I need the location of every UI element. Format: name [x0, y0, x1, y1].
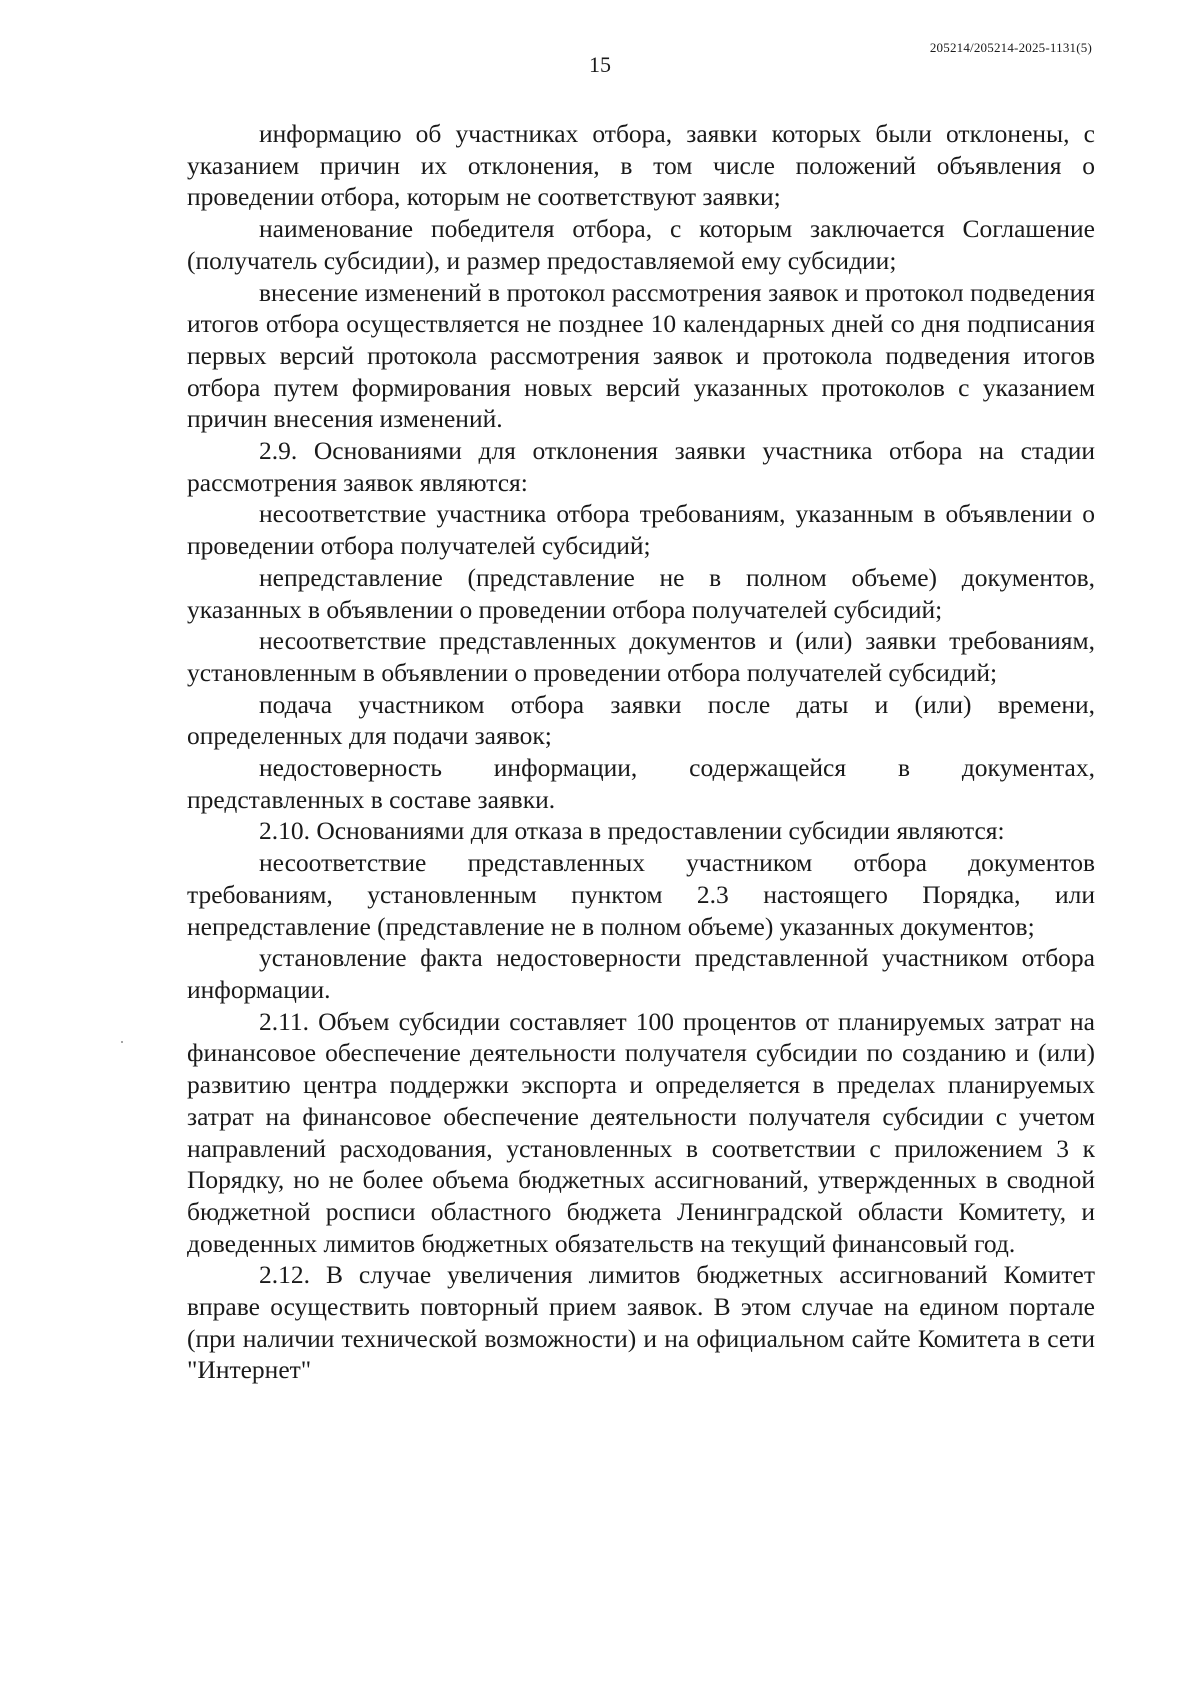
document-code: 205214/205214-2025-1131(5) [929, 40, 1092, 55]
paragraph-2-9-heading: 2.9. Основаниями для отклонения заявки участника отбора на стадии рассмотрения заявок являются: [187, 436, 1095, 497]
paragraph-2-10-item-1: несоответствие представленных участником отбора документов требованиям, установленным пунктом 2.3 настоящего Порядка, или непредставление (представление не в полном объеме) указанных документов; [187, 848, 1095, 941]
margin-mark [121, 1041, 123, 1043]
paragraph-2-10-item-2: установление факта недостоверности представленной участником отбора информации. [187, 943, 1095, 1004]
paragraph-protocol-changes: внесение изменений в протокол рассмотрения заявок и протокол подведения итогов отбора осуществляется не позднее 10 календарных дней со дня подписания первых версий протокола рассмотрения заявок и протокола подведения итогов отбора путем формирования новых версий указанных протоколов с указанием причин внесения изменений. [187, 277, 1095, 434]
paragraph-2-10-heading: 2.10. Основаниями для отказа в предоставлении субсидии являются: [259, 816, 1005, 846]
document-body [187, 118, 1095, 1386]
paragraph-2-12: 2.12. В случае увеличения лимитов бюджетных ассигнований Комитет вправе осуществить повторный прием заявок. В этом случае на едином портале (при наличии технической возможности) и на официальном сайте Комитета в сети "Интернет" [187, 1260, 1095, 1385]
paragraph-2-9-item-3: несоответствие представленных документов и (или) заявки требованиям, установленным в объявлении о проведении отбора получателей субсидий; [187, 626, 1095, 687]
page-number: 15 [589, 52, 611, 77]
paragraph-2-9-item-5: недостоверность информации, содержащейся в документах, представленных в составе заявки. [187, 753, 1095, 814]
paragraph-2-9-item-2: непредставление (представление не в полном объеме) документов, указанных в объявлении о проведении отбора получателей субсидий; [187, 562, 1095, 624]
paragraph-2-9-item-1: несоответствие участника отбора требованиям, указанным в объявлении о проведении отбора получателей субсидий; [187, 499, 1095, 561]
paragraph-2-9-item-4: подача участником отбора заявки после даты и (или) времени, определенных для подачи заявок; [187, 689, 1095, 751]
paragraph-2-11: 2.11. Объем субсидии составляет 100 процентов от планируемых затрат на финансовое обеспечение деятельности получателя субсидии по созданию и (или) развитию центра поддержки экспорта и определяется в пределах планируемых затрат на финансовое обеспечение деятельности получателя субсидии с учетом направлений расходования, установленных в соответствии с приложением 3 к Порядку, но не более объема бюджетных ассигнований, утвержденных в сводной бюджетной росписи областного бюджета Ленинградской области Комитету, и доведенных лимитов бюджетных обязательств на текущий финансовый год. [187, 1006, 1095, 1258]
paragraph-winner-name: наименование победителя отбора, с которым заключается Соглашение (получатель субсидии), и размер предоставляемой ему субсидии; [187, 214, 1095, 275]
paragraph-rejected-participants-info: информацию об участниках отбора, заявки которых были отклонены, с указанием причин их отклонения, в том числе положений объявления о проведении отбора, которым не соответствуют заявки; [187, 119, 1095, 212]
